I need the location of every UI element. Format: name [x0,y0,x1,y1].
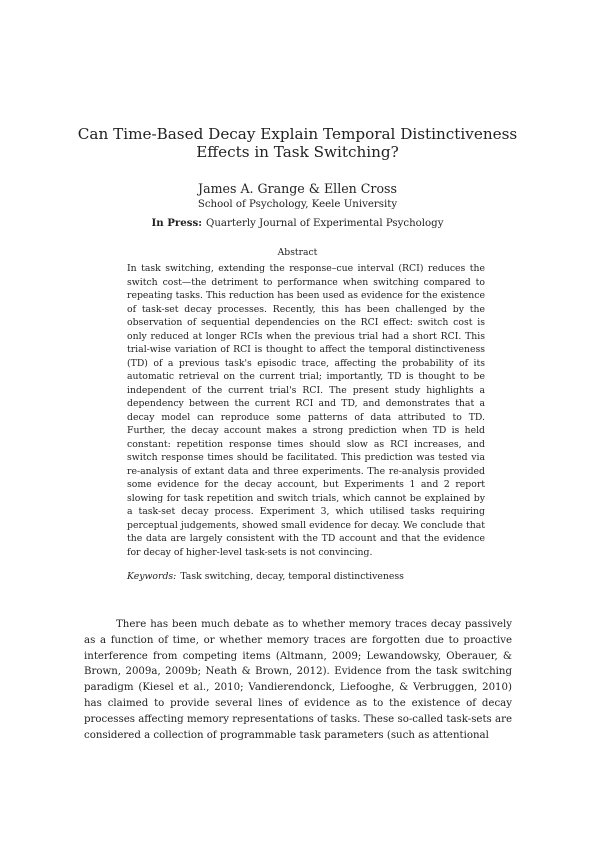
press-label: In Press: [151,217,203,229]
author-list: James A. Grange & Ellen Cross [198,181,397,196]
journal-name: Quarterly Journal of Experimental Psychology [206,218,444,229]
abstract-text: In task switching, extending the response–cue interval (RCI) reduces the switch cost—the detriment to performance when switching compared to repeating tasks. This reduction has been used as evidence for the existence of task-set decay processes. Recently, this has been challenged by the observation of sequential dependencies on the RCI effect: switch cost is only reduced at longer RCIs when the previous trial had a short RCI. This trial-wise variation of RCI is thought to affect the temporal distinctiveness (TD) of a previous task's episodic trace, affecting the probability of its automatic retrieval on the current trial; importantly, TD is thought to be independent of the current trial's RCI. The present study highlights a dependency between the current RCI and TD, and demonstrates that a decay model can reproduce some patterns of data attributed to TD. Further, the decay account makes a strong prediction when TD is held constant: repetition response times should slow as RCI increases, and switch response times should be facilitated. This prediction was tested via re-analysis of extant data and three experiments. The re-analysis provided some evidence for the decay account, but Experiments 1 and 2 report slowing for task repetition and switch trials, which cannot be explained by a task-set decay process. Experiment 3, which utilised tasks requiring perceptual judgements, showed small evidence for decay. We conclude that the data are largely consistent with the TD account and that the evidence for decay of higher-level task-sets is not convincing. [127,263,485,558]
title-line-1: Can Time-Based Decay Explain Temporal Distinctiveness [77,125,518,143]
keywords-value: Task switching, decay, temporal distinctiveness [180,571,404,582]
keywords [127,571,485,582]
title-line-2: Effects in Task Switching? [196,143,399,161]
paper-title [60,125,535,161]
abstract-heading: Abstract [277,247,318,258]
affiliation: School of Psychology, Keele University [197,199,398,210]
publication-status [60,217,535,229]
keywords-label: Keywords: [127,571,177,582]
body-paragraph: There has been much debate as to whether memory traces decay passively as a function of time, or whether memory traces are forgotten due to proactive interference from competing items (Altmann, 2009; Lewandowsky, Oberauer, & Brown, 2009a, 2009b; Neath & Brown, 2012). Evidence from the task switching paradigm (Kiesel et al., 2010; Vandierendonck, Liefooghe, & Verbruggen, 2010) has claimed to provide several lines of evidence as to the existence of decay processes affecting memory representations of tasks. These so-called task-sets are considered a collection of programmable task parameters (such as attentional [84,619,512,741]
